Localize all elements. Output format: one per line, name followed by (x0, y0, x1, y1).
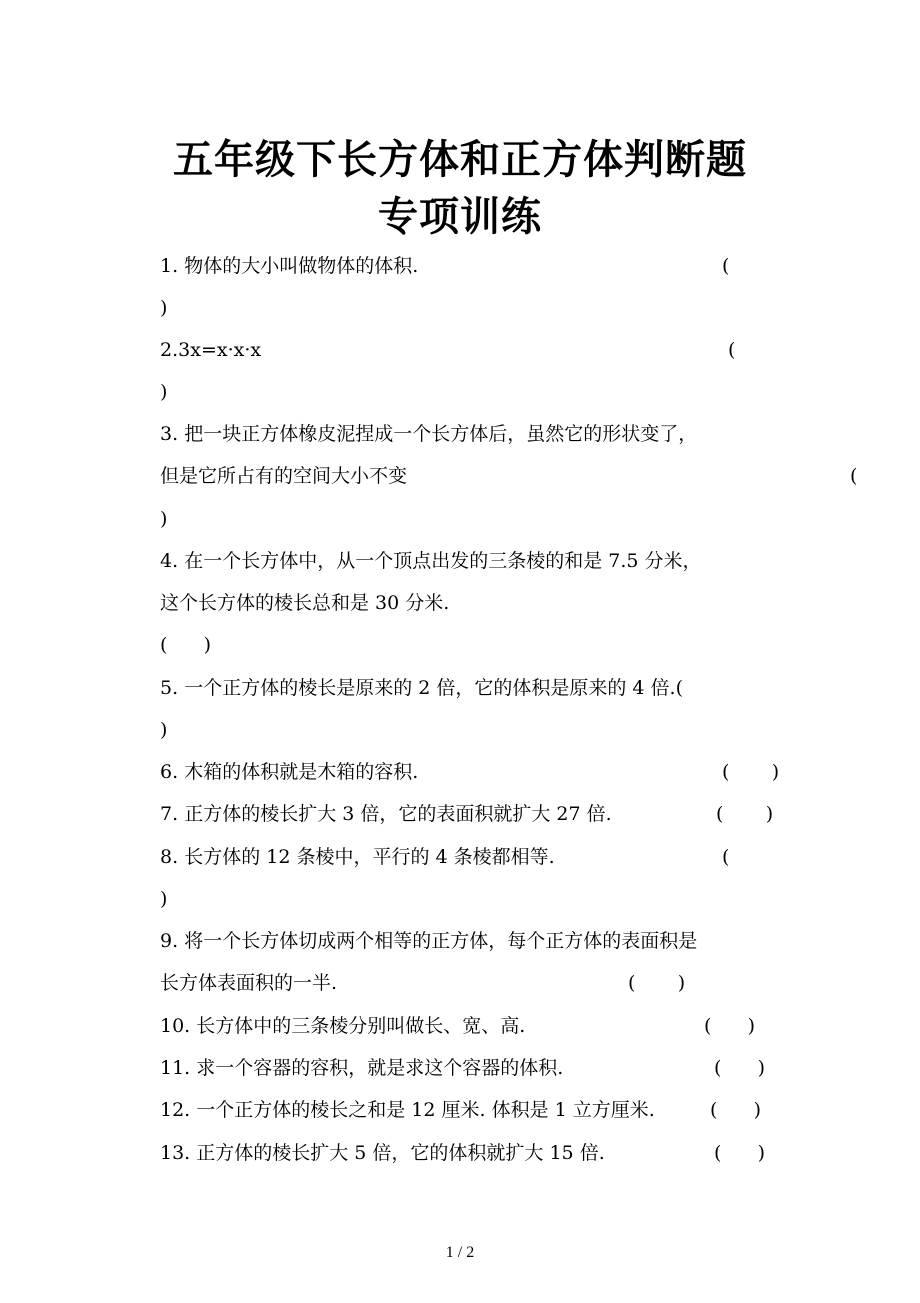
question-number: 1. (160, 255, 179, 277)
question-text: 木箱的体积就是木箱的容积. (184, 761, 419, 783)
question-9 (160, 929, 697, 953)
question-text: 将一个长方体切成两个相等的正方体，每个正方体的表面积是 (184, 930, 698, 952)
page-title: 五年级下长方体和正方体判断题 (173, 136, 747, 183)
answer-bracket-close: ) (160, 719, 168, 741)
answer-bracket: ( ) (714, 1142, 766, 1164)
question-10 (160, 1014, 525, 1038)
answer-bracket: ( ) (714, 1057, 766, 1079)
question-number: 6. (160, 761, 179, 783)
answer-bracket: ( ) (160, 634, 212, 656)
question-6 (160, 760, 418, 784)
question-4-continued: 这个长方体的棱长总和是 30 分米. (160, 592, 450, 614)
answer-bracket-open: ( (675, 677, 683, 699)
question-text: 一个正方体的棱长之和是 12 厘米. 体积是 1 立方厘米. (196, 1099, 655, 1121)
question-number: 5. (160, 677, 179, 699)
answer-bracket-open: ( (722, 846, 730, 868)
answer-bracket: ( ) (716, 803, 774, 825)
answer-bracket: ( ) (710, 1099, 762, 1121)
question-3 (160, 422, 697, 446)
question-number: 2. (160, 339, 179, 361)
question-13 (160, 1141, 605, 1165)
answer-bracket-close: ) (160, 297, 168, 319)
question-8 (160, 845, 555, 869)
answer-bracket: ( ) (704, 1015, 756, 1037)
question-12 (160, 1098, 655, 1122)
question-text: 求一个容器的容积，就是求这个容器的体积. (196, 1057, 564, 1079)
question-11 (160, 1056, 563, 1080)
answer-bracket-close: ) (160, 888, 168, 910)
answer-bracket: ( ) (722, 761, 780, 783)
question-7 (160, 802, 612, 826)
question-text: 3x=x·x·x (178, 339, 262, 361)
question-text: 正方体的棱长扩大 3 倍，它的表面积就扩大 27 倍. (184, 803, 612, 825)
answer-bracket-open: ( (722, 255, 730, 277)
question-text: 长方体中的三条棱分别叫做长、宽、高. (196, 1015, 526, 1037)
answer-bracket-close: ) (160, 381, 168, 403)
question-1 (160, 254, 418, 278)
question-3-continued: 但是它所占有的空间大小不变 (160, 465, 408, 487)
question-text: 正方体的棱长扩大 5 倍，它的体积就扩大 15 倍. (196, 1142, 605, 1164)
answer-bracket: ( ) (628, 972, 686, 994)
question-number: 8. (160, 846, 179, 868)
question-text: 长方体的 12 条棱中，平行的 4 条棱都相等. (184, 846, 555, 868)
question-9-continued: 长方体表面积的一半. (160, 972, 338, 994)
question-number: 3. (160, 423, 179, 445)
answer-bracket-open: ( (850, 465, 858, 487)
question-number: 13. (160, 1142, 191, 1164)
page-subtitle: 专项训练 (378, 193, 542, 240)
question-number: 7. (160, 803, 179, 825)
answer-bracket-open: ( (728, 339, 736, 361)
question-text: 把一块正方体橡皮泥捏成一个长方体后，虽然它的形状变了， (184, 423, 698, 445)
question-2 (160, 338, 261, 362)
question-number: 4. (160, 550, 179, 572)
question-number: 10. (160, 1015, 191, 1037)
question-text: 物体的大小叫做物体的体积. (184, 255, 419, 277)
question-number: 11. (160, 1057, 191, 1079)
question-text: 一个正方体的棱长是原来的 2 倍，它的体积是原来的 4 倍. (184, 677, 676, 699)
page-number: 1 / 2 (445, 1244, 475, 1261)
question-5 (160, 676, 683, 700)
question-text: 在一个长方体中，从一个顶点出发的三条棱的和是 7.5 分米， (184, 550, 702, 572)
question-number: 12. (160, 1099, 191, 1121)
question-number: 9. (160, 930, 179, 952)
question-4 (160, 549, 702, 573)
answer-bracket-close: ) (160, 508, 168, 530)
